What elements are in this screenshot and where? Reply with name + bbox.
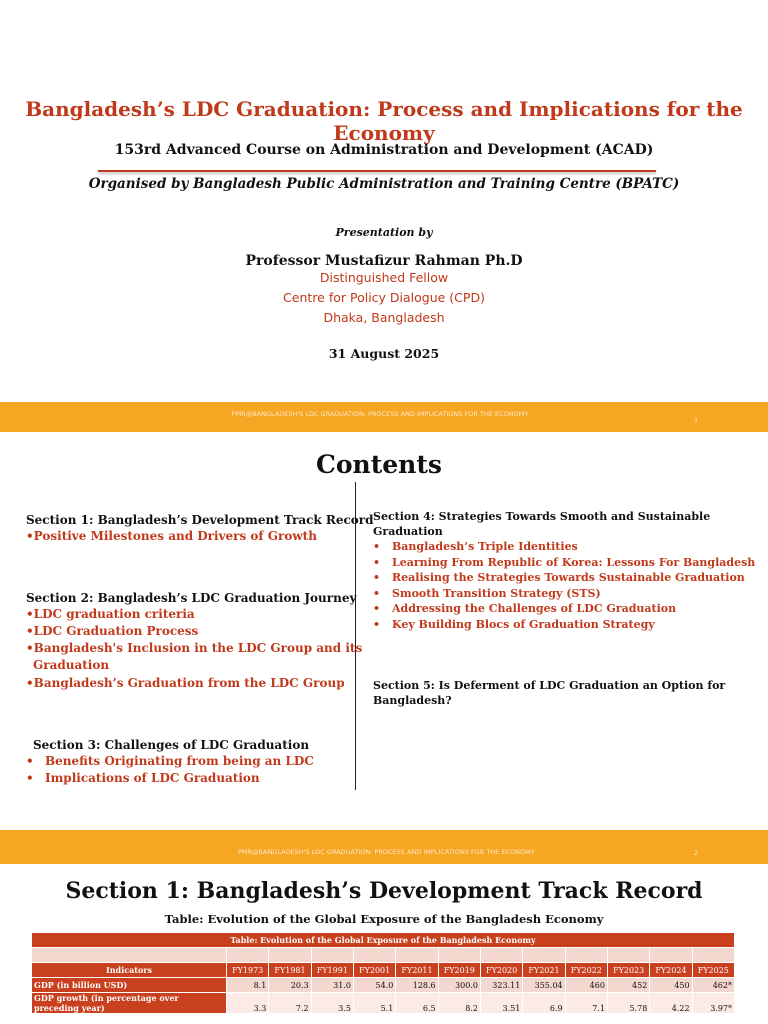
footer-page-number: 2 xyxy=(694,849,699,857)
table-cell: 462* xyxy=(692,978,734,993)
section-5-heading: Section 5: Is Deferment of LDC Graduation an Option for xyxy=(373,679,726,692)
year-header: FY2001 xyxy=(353,963,395,978)
slide-title: Bangladesh’s LDC Graduation: Process and Implications for the Economy xyxy=(25,97,743,145)
section-2-item-cont[interactable]: Graduation xyxy=(33,658,110,672)
table-cell: 3.51 xyxy=(480,993,522,1014)
footer-page-number: 1 xyxy=(694,416,699,424)
presentation-by-label: Presentation by xyxy=(335,226,433,239)
presenter-name: Professor Mustafizur Rahman Ph.D xyxy=(245,253,523,269)
slide-footer-banner xyxy=(0,830,768,864)
table-row xyxy=(32,993,735,1014)
table-cell: 8.2 xyxy=(438,993,480,1014)
table-cell: 54.0 xyxy=(353,978,395,993)
year-header: FY2022 xyxy=(565,963,607,978)
contents-title: Contents xyxy=(315,450,442,479)
table-cell: 4.22 xyxy=(650,993,692,1014)
section-4-bullet: • xyxy=(373,540,381,553)
presenter-title: Distinguished Fellow xyxy=(319,270,449,285)
year-header: FY2011 xyxy=(396,963,438,978)
section-2-item[interactable]: •LDC Graduation Process xyxy=(26,624,199,638)
year-header: FY1981 xyxy=(269,963,311,978)
title-divider xyxy=(98,170,656,172)
section-3-item[interactable]: Benefits Originating from being an LDC xyxy=(45,754,314,768)
section-2-item[interactable]: •Bangladesh's Inclusion in the LDC Group and its xyxy=(26,641,363,655)
row-label: GDP (in billion USD) xyxy=(32,978,227,993)
track-record-slide xyxy=(0,864,768,1024)
table-cell: 128.6 xyxy=(396,978,438,993)
year-header: FY1991 xyxy=(311,963,353,978)
table-cell: 3.3 xyxy=(227,993,269,1014)
table-cell: 323.11 xyxy=(480,978,522,993)
section-4-bullet: • xyxy=(373,586,381,600)
section-3-bullet: • xyxy=(26,754,34,768)
contents-slide xyxy=(0,432,768,804)
footer-text: PMR@BANGLADESH'S LDC GRADUATION: PROCESS AND IMPLICATIONS FOR THE ECONOMY xyxy=(238,848,535,856)
section-4-bullet: • xyxy=(373,602,381,615)
global-exposure-table xyxy=(31,932,735,1014)
table-cell: 460 xyxy=(565,978,607,993)
table-cell: 300.0 xyxy=(438,978,480,993)
table-cell: 6.5 xyxy=(396,993,438,1014)
column-divider xyxy=(355,482,356,790)
section-4-bullet: • xyxy=(373,617,381,631)
section-1-item[interactable]: •Positive Milestones and Drivers of Growth xyxy=(26,529,317,543)
course-subtitle: 153rd Advanced Course on Administration and Development (ACAD) xyxy=(114,142,654,158)
section-4-item[interactable]: Realising the Strategies Towards Sustainable Graduation xyxy=(392,571,745,584)
section-5-heading-cont: Bangladesh? xyxy=(373,694,452,707)
year-header: FY2020 xyxy=(480,963,522,978)
table-caption: Table: Evolution of the Global Exposure of the Bangladesh Economy xyxy=(164,912,604,926)
section-4-item[interactable]: Bangladesh’s Triple Identities xyxy=(392,540,578,553)
section-2-item[interactable]: •LDC graduation criteria xyxy=(26,607,195,621)
section-4-bullet: • xyxy=(373,571,381,584)
table-cell: 31.0 xyxy=(311,978,353,993)
section-4-heading-cont: Graduation xyxy=(373,525,443,538)
year-header: FY2019 xyxy=(438,963,480,978)
section-3-item[interactable]: Implications of LDC Graduation xyxy=(45,771,260,785)
row-label: GDP growth (in percentage over preceding year) xyxy=(32,993,227,1014)
section-2-heading: Section 2: Bangladesh’s LDC Graduation Journey xyxy=(26,591,357,605)
slide-title: Section 1: Bangladesh’s Development Track Record xyxy=(65,878,703,904)
presenter-organisation: Centre for Policy Dialogue (CPD) xyxy=(283,290,485,305)
title-slide xyxy=(0,0,768,402)
presenter-location: Dhaka, Bangladesh xyxy=(323,310,445,325)
table-cell: 452 xyxy=(607,978,649,993)
table-cell: 7.2 xyxy=(269,993,311,1014)
table-cell: 7.1 xyxy=(565,993,607,1014)
table-cell: 355.04 xyxy=(523,978,565,993)
slide-footer-banner xyxy=(0,402,768,432)
section-3-heading: Section 3: Challenges of LDC Graduation xyxy=(33,738,310,752)
table-header: Table: Evolution of the Global Exposure of the Bangladesh Economy xyxy=(32,933,735,948)
footer-text: PMR@BANGLADESH'S LDC GRADUATION: PROCESS AND IMPLICATIONS FOR THE ECONOMY xyxy=(231,410,529,418)
year-header: FY2021 xyxy=(523,963,565,978)
year-header: FY2023 xyxy=(607,963,649,978)
table-cell: 5.1 xyxy=(353,993,395,1014)
section-4-heading: Section 4: Strategies Towards Smooth and Sustainable xyxy=(373,510,711,523)
section-4-item[interactable]: Learning From Republic of Korea: Lessons For Bangladesh xyxy=(392,555,756,569)
table-cell: 6.9 xyxy=(523,993,565,1014)
table-cell: 450 xyxy=(650,978,692,993)
section-2-item[interactable]: •Bangladesh’s Graduation from the LDC Group xyxy=(26,676,345,690)
year-header: FY2025 xyxy=(692,963,734,978)
table-cell: 20.3 xyxy=(269,978,311,993)
section-4-item[interactable]: Addressing the Challenges of LDC Graduation xyxy=(392,602,677,615)
table-cell: 3.97* xyxy=(692,993,734,1014)
table-cell: 5.78 xyxy=(607,993,649,1014)
section-4-item[interactable]: Key Building Blocs of Graduation Strategy xyxy=(392,617,655,631)
table-cell: 8.1 xyxy=(227,978,269,993)
section-1-heading: Section 1: Bangladesh’s Development Track Record xyxy=(26,513,374,527)
section-4-bullet: • xyxy=(373,555,381,569)
section-3-bullet: • xyxy=(26,771,34,785)
indicators-header: Indicators xyxy=(32,963,227,978)
year-header: FY1973 xyxy=(227,963,269,978)
year-header: FY2024 xyxy=(650,963,692,978)
table-row xyxy=(32,978,735,993)
section-4-item[interactable]: Smooth Transition Strategy (STS) xyxy=(392,586,601,600)
organiser-line: Organised by Bangladesh Public Administration and Training Centre (BPATC) xyxy=(88,176,680,192)
presentation-date: 31 August 2025 xyxy=(328,346,440,361)
table-cell: 3.5 xyxy=(311,993,353,1014)
